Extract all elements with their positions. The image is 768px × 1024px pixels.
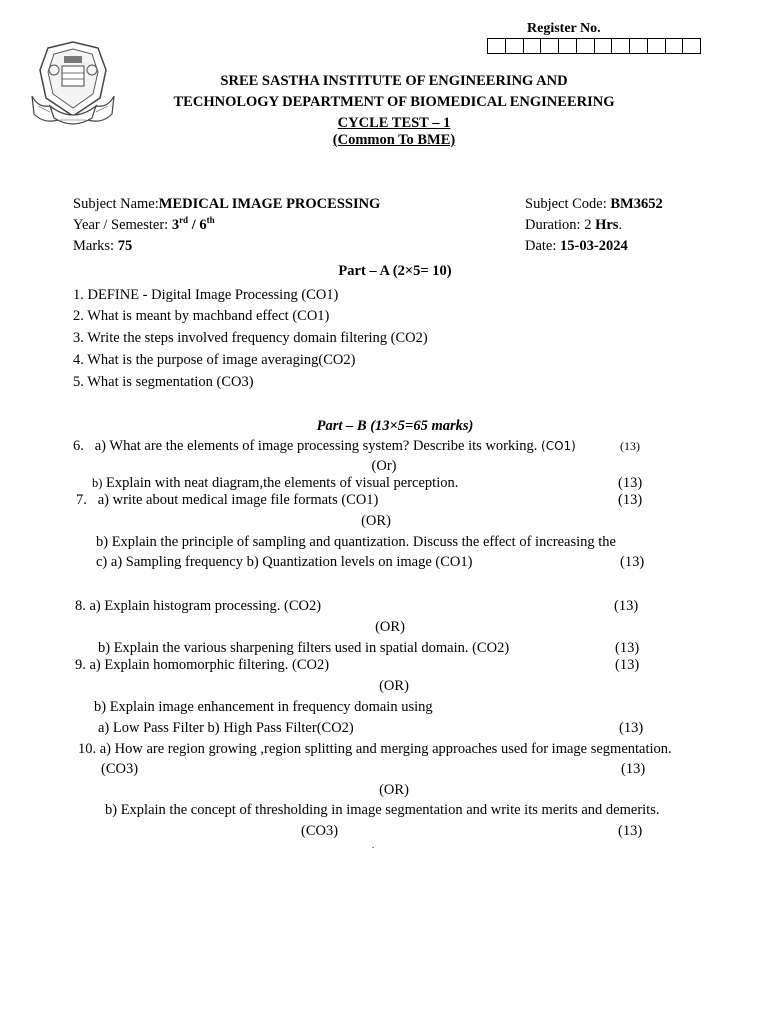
subject-name-value: MEDICAL IMAGE PROCESSING [158, 196, 381, 212]
subject-code-label: Subject Code: [525, 196, 611, 212]
question-text: a) write about medical image file formats (CO1) [97, 492, 379, 508]
question-9b-options: a) Low Pass Filter b) High Pass Filter(CO2) [98, 720, 354, 736]
question-number: 1. [73, 287, 84, 303]
question-marks: (13) [621, 761, 646, 777]
or-separator: (OR) [379, 678, 409, 694]
question-6b [92, 475, 458, 492]
end-mark: . [372, 840, 375, 850]
or-separator: (OR) [375, 619, 405, 635]
question-number: 2. [73, 308, 84, 324]
question-8a: 8. a) Explain histogram processing. (CO2) [75, 598, 322, 614]
duration-label: Duration: 2 [525, 217, 596, 233]
question-number: 4. [73, 352, 84, 368]
question-8b: b) Explain the various sharpening filters used in spatial domain. (CO2) [98, 640, 510, 656]
register-digit-box[interactable] [666, 39, 684, 53]
part-b-heading: Part – B (13×5=65 marks) [316, 418, 474, 434]
subject-code-row [525, 196, 663, 213]
register-number-label: Register No. [527, 21, 601, 36]
year-suffix: rd [179, 215, 189, 226]
year-semester-separator: / [188, 217, 200, 233]
question-number: 6. [73, 438, 84, 454]
register-digit-box[interactable] [648, 39, 666, 53]
question-letter: b) [92, 476, 103, 490]
question-marks: (13) [618, 823, 643, 839]
semester-suffix: th [206, 215, 215, 226]
question-marks: (13) [618, 492, 643, 508]
question-marks: (13) [619, 720, 644, 736]
part-a-question [73, 374, 254, 391]
question-text: What is meant by machband effect (CO1) [87, 308, 330, 324]
question-6a [73, 438, 576, 455]
question-marks: (13) [615, 657, 640, 673]
register-number-boxes[interactable] [487, 38, 701, 54]
duration-row [525, 217, 622, 234]
question-text: Explain with neat diagram,the elements of visual perception. [106, 475, 459, 491]
marks-row [73, 238, 132, 255]
register-digit-box[interactable] [630, 39, 648, 53]
question-9a: 9. a) Explain homomorphic filtering. (CO2) [75, 657, 330, 673]
part-a-question [73, 287, 338, 304]
question-10b: b) Explain the concept of thresholding in image segmentation and write its merits and demerits. [105, 802, 660, 818]
or-separator: (OR) [379, 782, 409, 798]
question-marks: (13) [620, 554, 645, 570]
test-subtitle: (Common To BME) [332, 132, 456, 148]
question-10a: 10. a) How are region growing ,region splitting and merging approaches used for image segmentation. [78, 741, 672, 757]
question-7c: c) a) Sampling frequency b) Quantization levels on image (CO1) [96, 554, 473, 570]
register-digit-box[interactable] [612, 39, 630, 53]
institute-name-line2: TECHNOLOGY DEPARTMENT OF BIOMEDICAL ENGINEERING [173, 94, 615, 110]
year-semester-label: Year / Semester: [73, 217, 172, 233]
year-semester-row [73, 217, 215, 234]
subject-name-label: Subject Name: [73, 196, 159, 212]
semester-value: 6 [199, 217, 207, 233]
part-a-heading: Part – A (2×5= 10) [338, 263, 452, 279]
question-marks: (13) [614, 598, 639, 614]
marks-value: 75 [117, 238, 133, 254]
year-value: 3 [171, 217, 180, 233]
course-outcome: (CO3) [301, 823, 339, 839]
question-text: What is segmentation (CO3) [87, 374, 254, 390]
question-text: Write the steps involved frequency domain filtering (CO2) [87, 330, 428, 346]
course-outcome: (CO1) [541, 439, 576, 453]
or-separator: (OR) [361, 513, 391, 529]
question-marks: (13) [620, 439, 640, 453]
question-marks: (13) [618, 475, 643, 491]
question-9b: b) Explain image enhancement in frequency domain using [94, 699, 433, 715]
register-digit-box[interactable] [488, 39, 506, 53]
or-separator: (Or) [371, 458, 397, 474]
register-digit-box[interactable] [506, 39, 524, 53]
duration-period: . [618, 217, 623, 233]
register-digit-box[interactable] [541, 39, 559, 53]
date-row [525, 238, 628, 255]
register-digit-box[interactable] [559, 39, 577, 53]
part-a-question [73, 352, 355, 369]
register-digit-box[interactable] [524, 39, 542, 53]
question-text: a) What are the elements of image processing system? Describe its working. [94, 438, 538, 454]
part-a-question [73, 308, 329, 325]
duration-unit: Hrs [595, 217, 619, 233]
date-label: Date: [525, 238, 561, 254]
subject-name-row [73, 196, 380, 213]
question-number: 7. [76, 492, 87, 508]
institute-name-line1: SREE SASTHA INSTITUTE OF ENGINEERING AND [220, 73, 568, 89]
test-title: CYCLE TEST – 1 [337, 115, 451, 131]
question-7a [76, 492, 378, 509]
question-7b: b) Explain the principle of sampling and quantization. Discuss the effect of increasing the [96, 534, 616, 550]
register-digit-box[interactable] [683, 39, 700, 53]
marks-label: Marks: [73, 238, 118, 254]
question-text: What is the purpose of image averaging(CO2) [87, 352, 356, 368]
part-a-question [73, 330, 428, 347]
question-number: 5. [73, 374, 84, 390]
register-digit-box[interactable] [577, 39, 595, 53]
subject-code-value: BM3652 [610, 196, 663, 212]
register-digit-box[interactable] [595, 39, 613, 53]
date-value: 15-03-2024 [560, 238, 628, 254]
question-number: 3. [73, 330, 84, 346]
question-marks: (13) [615, 640, 640, 656]
course-outcome: (CO3) [101, 761, 139, 777]
question-text: DEFINE - Digital Image Processing (CO1) [87, 287, 339, 303]
